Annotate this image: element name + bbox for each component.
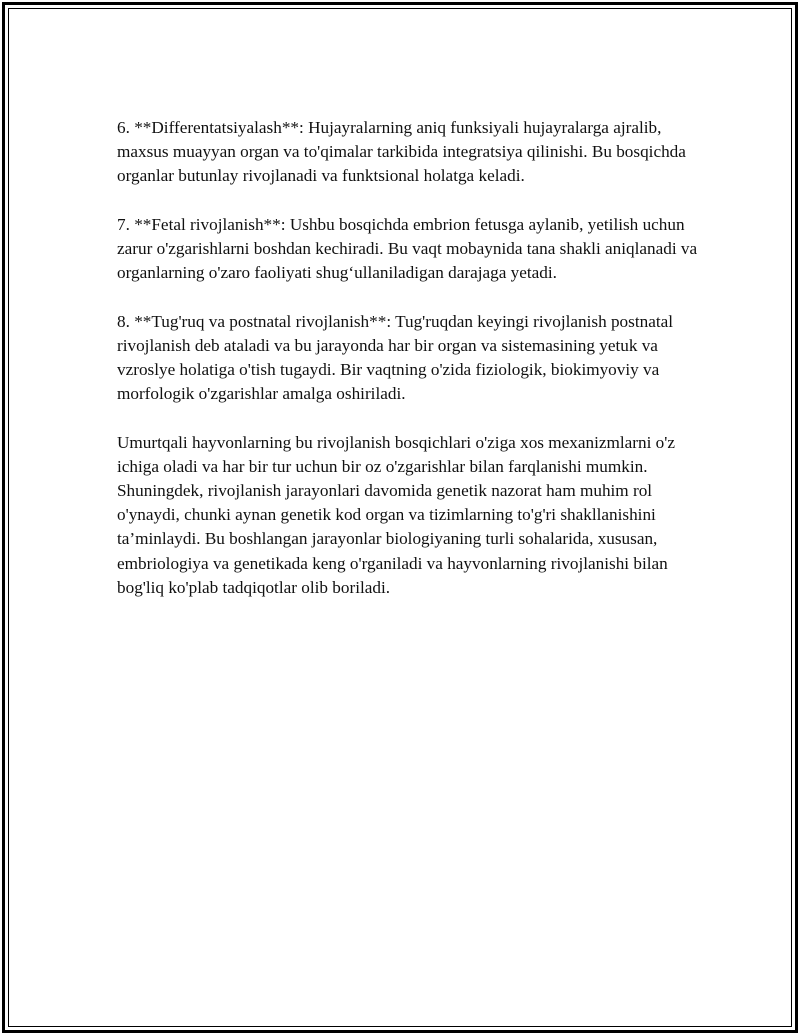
- paragraph-fetal-rivojlanish: 7. **Fetal rivojlanish**: Ushbu bosqichda embrion fetusga aylanib, yetilish uchun zarur o'zgarishlarni boshdan kechiradi. Bu vaqt mobaynida tana shakli aniqlanadi va organlarning o'zaro faoliyati shug‘ullaniladigan darajaga yetadi.: [117, 214, 698, 283]
- paragraph-conclusion: Umurtqali hayvonlarning bu rivojlanish bosqichlari o'ziga xos mexanizmlarni o'z ichiga oladi va har bir tur uchun bir oz o'zgarishlar bilan farqlanishi mumkin. Shuningdek, rivojlanish jarayonlari davomida genetik nazorat ham muhim rol o'ynaydi, chunki aynan genetik kod organ va tizimlarning to'g'ri shakllanishini ta’minlaydi. Bu boshlangan jarayonlar biologiyaning turli sohalarida, xususan, embriologiya va genetikada keng o'rganiladi va hayvonlarning rivojlanishi bilan bog'liq ko'plab tadqiqotlar olib boriladi.: [117, 432, 675, 597]
- paragraph-differentatsiyalash: 6. **Differentatsiyalash**: Hujayralarning aniq funksiyali hujayralarga ajralib, maxsus muayyan organ va to'qimalar tarkibida integratsiya qilinishi. Bu bosqichda organlar butunlay rivojlanadi va funktsional holatga keladi.: [117, 118, 686, 186]
- document-body: [117, 116, 707, 600]
- paragraph-tugruq-postnatal: 8. **Tug'ruq va postnatal rivojlanish**: Tug'ruqdan keyingi rivojlanish postnatal rivojlanish deb ataladi va bu jarayonda har bir organ va sistemasining yetuk va vzroslye holatiga o'tish tugaydi. Bir vaqtning o'zida fiziologik, biokimyoviy va morfologik o'zgarishlar amalga oshiriladi.: [117, 311, 674, 404]
